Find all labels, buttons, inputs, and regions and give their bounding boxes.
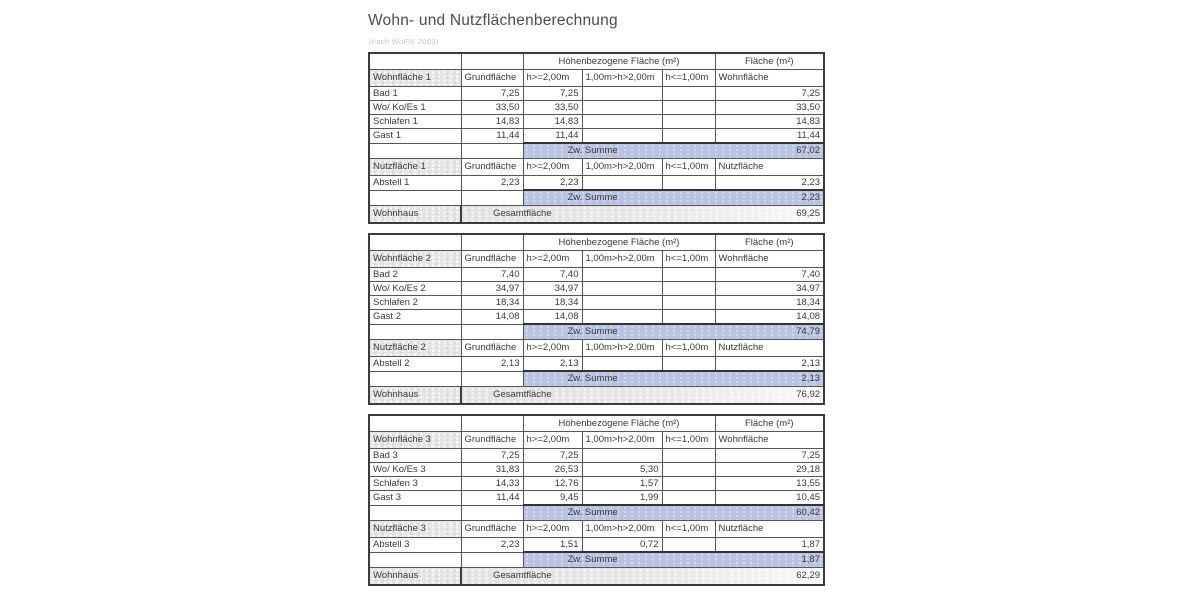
room-name-cell: Gast 2 [369,310,461,325]
room-name-cell: Bad 3 [369,449,461,463]
grundflaeche-value: 33,50 [461,101,523,115]
wohnflaeche-section-label: Wohnfläche 2 [369,251,461,268]
zwischensumme-label: Zw. Summe [567,326,618,337]
blank-cell [461,415,523,432]
table-row [369,477,824,491]
h-le-100-value [662,538,715,553]
room-name-cell: Abstell 2 [369,357,461,372]
zwischensumme-row [369,552,824,568]
h-100-200-value [582,101,662,115]
blank-cell [369,505,461,521]
gesamtflaeche-label: Gesamtfläche [493,208,552,219]
h-100-200-value [582,87,662,101]
grundflaeche-value: 18,34 [461,296,523,310]
gesamtflaeche-cell [461,206,824,224]
grundflaeche-header: Grundfläche [461,251,523,268]
zwischensumme-value: 74,79 [796,326,821,337]
h-ge-200-header: h>=2,00m [523,521,582,538]
grundflaeche-value: 11,44 [461,129,523,144]
h-le-100-value [662,463,715,477]
wohnflaeche-header-row [369,70,824,87]
table-row [369,357,824,372]
gesamtflaeche-value: 69,25 [796,208,821,219]
zwischensumme-cell [523,190,824,206]
h-le-100-header: h<=1,00m [662,70,715,87]
h-100-200-value [582,115,662,129]
zwischensumme-value: 67,02 [796,145,821,156]
h-100-200-value: 5,30 [582,463,662,477]
wohnhaus-label: Wohnhaus [369,387,461,405]
grundflaeche-value: 34,97 [461,282,523,296]
grundflaeche-value: 14,83 [461,115,523,129]
blank-cell [369,190,461,206]
zwischensumme-cell [523,552,824,568]
table-row [369,176,824,191]
h-le-100-value [662,477,715,491]
table-row [369,87,824,101]
h-ge-200-value: 7,25 [523,87,582,101]
h-100-200-value: 1,57 [582,477,662,491]
nutzflaeche-header-row [369,340,824,357]
h-ge-200-header: h>=2,00m [523,251,582,268]
blank-cell [461,371,523,387]
h-100-200-value: 1,99 [582,491,662,506]
blank-cell [461,505,523,521]
blank-cell [461,552,523,568]
blank-cell [461,234,523,251]
zwischensumme-cell [523,371,824,387]
flaeche-value: 1,87 [715,538,824,553]
room-name-cell: Abstell 1 [369,176,461,191]
h-100-200-value [582,296,662,310]
flaeche-value: 33,50 [715,101,824,115]
h-ge-200-header: h>=2,00m [523,70,582,87]
flaeche-value: 7,25 [715,87,824,101]
h-le-100-value [662,268,715,282]
wohnflaeche-col-header: Wohnfläche [715,432,824,449]
nutzflaeche-header-row [369,159,824,176]
flaeche-group-header: Fläche (m²) [715,53,824,70]
h-ge-200-header: h>=2,00m [523,159,582,176]
flaeche-group-header: Fläche (m²) [715,415,824,432]
h-ge-200-header: h>=2,00m [523,340,582,357]
h-ge-200-value: 14,08 [523,310,582,325]
flaeche-group-header: Fläche (m²) [715,234,824,251]
h-100-200-value [582,310,662,325]
h-le-100-header: h<=1,00m [662,159,715,176]
room-name-cell: Schlafen 1 [369,115,461,129]
wohnflaeche-col-header: Wohnfläche [715,70,824,87]
h-le-100-header: h<=1,00m [662,340,715,357]
hoehe-group-header: Höhenbezogene Fläche (m²) [523,234,715,251]
blank-cell [369,552,461,568]
document-subtitle: (nach WoFlV 2003) [369,37,439,46]
zwischensumme-cell [523,324,824,340]
zwischensumme-row [369,371,824,387]
h-100-200-header: 1,00m>h>2,00m [582,340,662,357]
nutzflaeche-section-label: Nutzfläche 3 [369,521,461,538]
grundflaeche-value: 2,13 [461,357,523,372]
flaeche-value: 2,23 [715,176,824,191]
wohnflaeche-header-row [369,432,824,449]
blank-cell [461,143,523,159]
grundflaeche-value: 11,44 [461,491,523,506]
room-name-cell: Bad 1 [369,87,461,101]
table-row [369,101,824,115]
h-100-200-value [582,268,662,282]
flaeche-value: 18,34 [715,296,824,310]
table-row [369,463,824,477]
h-le-100-header: h<=1,00m [662,521,715,538]
gesamtflaeche-cell [461,387,824,405]
table-row [369,282,824,296]
blank-cell [461,190,523,206]
area-calculation-table-1 [368,52,825,224]
wohnflaeche-header-row [369,251,824,268]
gesamtflaeche-value: 62,29 [796,570,821,581]
nutzflaeche-col-header: Nutzfläche [715,159,824,176]
h-le-100-value [662,87,715,101]
flaeche-value: 14,83 [715,115,824,129]
grundflaeche-value: 31,83 [461,463,523,477]
zwischensumme-value: 60,42 [796,507,821,518]
h-ge-200-value: 18,34 [523,296,582,310]
grundflaeche-header: Grundfläche [461,340,523,357]
zwischensumme-row [369,505,824,521]
grundflaeche-header: Grundfläche [461,432,523,449]
h-100-200-header: 1,00m>h>2,00m [582,521,662,538]
blank-cell [369,143,461,159]
h-100-200-value [582,449,662,463]
zwischensumme-value: 2,13 [801,373,821,384]
grundflaeche-header: Grundfläche [461,70,523,87]
room-name-cell: Bad 2 [369,268,461,282]
h-le-100-value [662,176,715,191]
h-100-200-header: 1,00m>h>2,00m [582,432,662,449]
h-le-100-value [662,310,715,325]
table-row [369,268,824,282]
nutzflaeche-col-header: Nutzfläche [715,521,824,538]
zwischensumme-value: 1,87 [801,554,821,565]
table-row [369,129,824,144]
h-ge-200-value: 7,40 [523,268,582,282]
room-name-cell: Schlafen 3 [369,477,461,491]
room-name-cell: Wo/ Ko/Es 3 [369,463,461,477]
flaeche-value: 2,13 [715,357,824,372]
area-calculation-table-3 [368,414,825,586]
hoehe-group-header: Höhenbezogene Fläche (m²) [523,415,715,432]
scanned-document [368,0,828,600]
h-100-200-value [582,176,662,191]
h-ge-200-value: 1,51 [523,538,582,553]
gesamtflaeche-row [369,568,824,586]
flaeche-value: 7,40 [715,268,824,282]
h-ge-200-value: 33,50 [523,101,582,115]
zwischensumme-value: 2,23 [801,192,821,203]
h-100-200-value [582,282,662,296]
gesamtflaeche-value: 76,92 [796,389,821,400]
grundflaeche-header: Grundfläche [461,521,523,538]
wohnflaeche-section-label: Wohnfläche 1 [369,70,461,87]
gesamtflaeche-row [369,206,824,224]
flaeche-value: 29,18 [715,463,824,477]
zwischensumme-cell [523,143,824,159]
area-calculation-table-2 [368,233,825,405]
table-row [369,310,824,325]
blank-cell [369,234,461,251]
group-header-row [369,53,824,70]
h-ge-200-header: h>=2,00m [523,432,582,449]
room-name-cell: Schlafen 2 [369,296,461,310]
blank-cell [369,53,461,70]
zwischensumme-label: Zw. Summe [567,507,618,518]
zwischensumme-cell [523,505,824,521]
zwischensumme-label: Zw. Summe [567,192,618,203]
grundflaeche-header: Grundfläche [461,159,523,176]
room-name-cell: Gast 3 [369,491,461,506]
table-row [369,296,824,310]
wohnflaeche-col-header: Wohnfläche [715,251,824,268]
room-name-cell: Wo/ Ko/Es 2 [369,282,461,296]
h-le-100-value [662,296,715,310]
h-le-100-value [662,449,715,463]
gesamtflaeche-label: Gesamtfläche [493,570,552,581]
h-100-200-header: 1,00m>h>2,00m [582,159,662,176]
blank-cell [461,53,523,70]
h-ge-200-value: 34,97 [523,282,582,296]
wohnhaus-label: Wohnhaus [369,206,461,224]
h-100-200-value [582,357,662,372]
zwischensumme-label: Zw. Summe [567,554,618,565]
table-row [369,491,824,506]
h-ge-200-value: 7,25 [523,449,582,463]
hoehe-group-header: Höhenbezogene Fläche (m²) [523,53,715,70]
h-ge-200-value: 11,44 [523,129,582,144]
nutzflaeche-col-header: Nutzfläche [715,340,824,357]
h-ge-200-value: 2,13 [523,357,582,372]
h-100-200-header: 1,00m>h>2,00m [582,70,662,87]
h-100-200-value [582,129,662,144]
grundflaeche-value: 7,25 [461,449,523,463]
h-le-100-value [662,115,715,129]
zwischensumme-row [369,190,824,206]
grundflaeche-value: 2,23 [461,538,523,553]
h-ge-200-value: 9,45 [523,491,582,506]
h-le-100-value [662,491,715,506]
flaeche-value: 14,08 [715,310,824,325]
blank-cell [369,415,461,432]
flaeche-value: 7,25 [715,449,824,463]
h-le-100-header: h<=1,00m [662,251,715,268]
room-name-cell: Gast 1 [369,129,461,144]
grundflaeche-value: 14,33 [461,477,523,491]
wohnflaeche-section-label: Wohnfläche 3 [369,432,461,449]
blank-cell [369,371,461,387]
flaeche-value: 13,55 [715,477,824,491]
table-row [369,115,824,129]
grundflaeche-value: 7,40 [461,268,523,282]
h-100-200-header: 1,00m>h>2,00m [582,251,662,268]
zwischensumme-row [369,143,824,159]
h-le-100-value [662,129,715,144]
h-le-100-header: h<=1,00m [662,432,715,449]
blank-cell [461,324,523,340]
blank-cell [369,324,461,340]
zwischensumme-row [369,324,824,340]
gesamtflaeche-row [369,387,824,405]
nutzflaeche-section-label: Nutzfläche 2 [369,340,461,357]
nutzflaeche-section-label: Nutzfläche 1 [369,159,461,176]
h-ge-200-value: 12,76 [523,477,582,491]
grundflaeche-value: 7,25 [461,87,523,101]
group-header-row [369,234,824,251]
zwischensumme-label: Zw. Summe [567,373,618,384]
nutzflaeche-header-row [369,521,824,538]
h-ge-200-value: 26,53 [523,463,582,477]
zwischensumme-label: Zw. Summe [567,145,618,156]
h-le-100-value [662,357,715,372]
h-ge-200-value: 14,83 [523,115,582,129]
grundflaeche-value: 2,23 [461,176,523,191]
document-title: Wohn- und Nutzflächenberechnung [368,12,618,29]
room-name-cell: Abstell 3 [369,538,461,553]
gesamtflaeche-label: Gesamtfläche [493,389,552,400]
flaeche-value: 10,45 [715,491,824,506]
grundflaeche-value: 14,08 [461,310,523,325]
table-row [369,538,824,553]
room-name-cell: Wo/ Ko/Es 1 [369,101,461,115]
h-le-100-value [662,282,715,296]
table-row [369,449,824,463]
gesamtflaeche-cell [461,568,824,586]
h-100-200-value: 0,72 [582,538,662,553]
group-header-row [369,415,824,432]
flaeche-value: 34,97 [715,282,824,296]
h-le-100-value [662,101,715,115]
h-ge-200-value: 2,23 [523,176,582,191]
flaeche-value: 11,44 [715,129,824,144]
wohnhaus-label: Wohnhaus [369,568,461,586]
